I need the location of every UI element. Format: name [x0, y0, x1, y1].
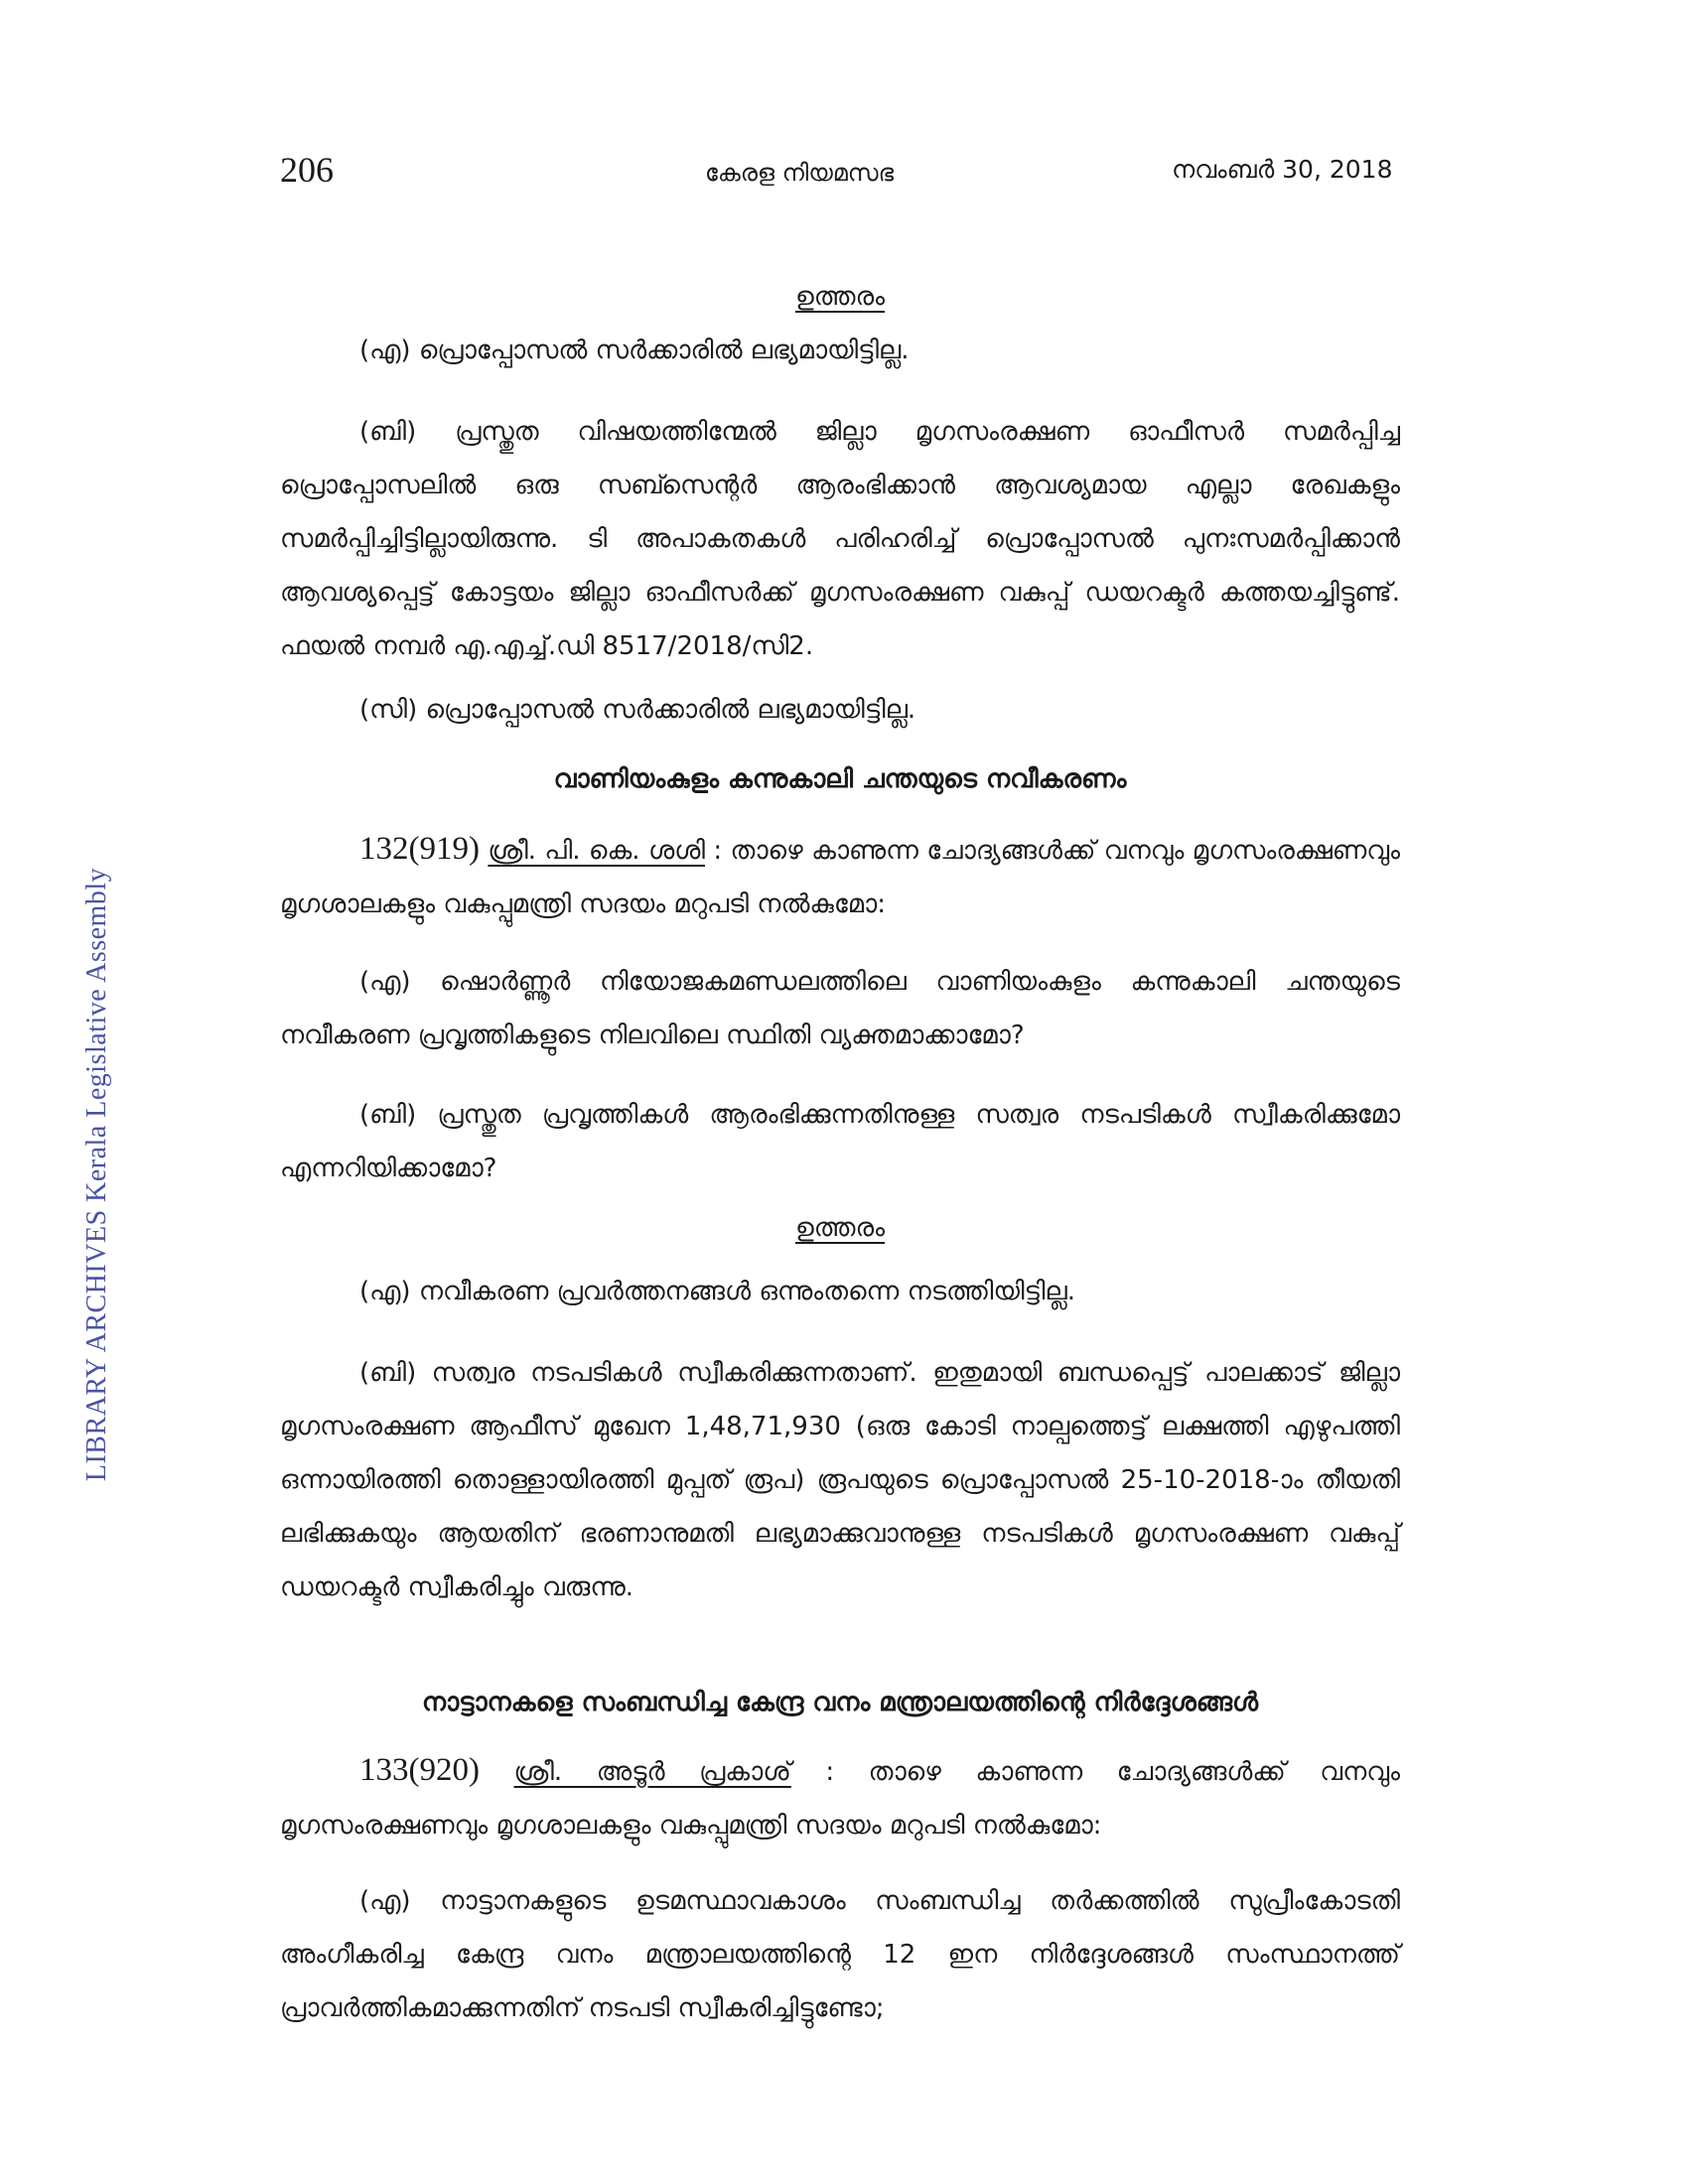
answer-1-c: (സി) പ്രൊപ്പോസൽ സർക്കാരിൽ ലഭ്യമായിട്ടില്ല. [359, 695, 916, 725]
section-title-3: നാട്ടാനകളെ സംബന്ധിച്ച കേന്ദ്ര വനം മന്ത്രാലയത്തിന്റെ നിർദ്ദേശങ്ങൾ [421, 1688, 1259, 1717]
answer-2-b: (ബി) സത്വര നടപടികൾ സ്വീകരിക്കുന്നതാണ്. ഇതുമായി ബന്ധപ്പെട്ട് പാലക്കാട് ജില്ലാ മൃഗസംരക്ഷണ ആഫീസ് മുഖേന 1,48,71,930 (ഒരു കോടി നാല്പത്തെട്ട് ലക്ഷത്തി എഴുപത്തി ഒന്നായിരത്തി തൊള്ളായിരത്തി മുപ്പത് രൂപ) രൂപയുടെ പ്രൊപ്പോസൽ 25-10-2018-ാം തീയതി ലഭിക്കുകയും ആയതിന് ഭരണാനുമതി ലഭ്യമാക്കുവാനുള്ള നടപടികൾ മൃഗസംരക്ഷണ വകുപ്പ് ഡയറക്ടർ സ്വീകരിച്ചും വരുന്നു. [280, 1358, 1400, 1602]
answer-2-a: (എ) നവീകരണ പ്രവർത്തനങ്ങൾ ഒന്നുംതന്നെ നടത്തിയിട്ടില്ല. [359, 1277, 1075, 1306]
section-title-2: വാണിയംകുളം കന്നുകാലി ചന്തയുടെ നവീകരണം [553, 764, 1127, 794]
running-title: കേരള നിയമസഭ [705, 159, 895, 187]
page-number: 206 [280, 150, 334, 190]
page-date: നവംബർ 30, 2018 [1172, 155, 1393, 184]
answer-heading-1: ഉത്തരം [795, 282, 885, 312]
question-number-2: 132(919) [359, 831, 480, 867]
archive-stamp-text: LIBRARY ARCHIVES Kerala Legislative Assembly [81, 867, 112, 1482]
question-3-a: (എ) നാട്ടാനകളുടെ ഉടമസ്ഥാവകാശം സംബന്ധിച്ച തർക്കത്തിൽ സുപ്രീംകോടതി അംഗീകരിച്ച കേന്ദ്ര വനം മന്ത്രാലയത്തിന്റെ 12 ഇന നിർദ്ദേശങ്ങൾ സംസ്ഥാനത്ത് പ്രാവർത്തികമാക്കുന്നതിന് നടപടി സ്വീകരിച്ചിട്ടുണ്ടോ; [280, 1886, 1400, 2023]
answer-1-b: (ബി) പ്രസ്തുത വിഷയത്തിന്മേൽ ജില്ലാ മൃഗസംരക്ഷണ ഓഫീസർ സമർപ്പിച്ച പ്രൊപ്പോസലിൽ ഒരു സബ്സെന്റർ ആരംഭിക്കാൻ ആവശ്യമായ എല്ലാ രേഖകളും സമർപ്പിച്ചിട്ടില്ലായിരുന്നു. ടി അപാകതകൾ പരിഹരിച്ച് പ്രൊപ്പോസൽ പുനഃസമർപ്പിക്കാൻ ആവശ്യപ്പെട്ട് കോട്ടയം ജില്ലാ ഓഫീസർക്ക് മൃഗസംരക്ഷണ വകുപ്പ് ഡയറക്ടർ കത്തയച്ചിട്ടുണ്ട്. ഫയൽ നമ്പർ എ.എച്ച്.ഡി 8517/2018/സി2. [280, 417, 1400, 661]
question-3-intro [280, 1743, 1400, 1852]
question-number-3: 133(920) [359, 1752, 480, 1788]
member-name-2: ശ്രീ. പി. കെ. ശശി [488, 836, 706, 866]
question-2-a: (എ) ഷൊർണ്ണൂർ നിയോജകമണ്ഡലത്തിലെ വാണിയംകുളം കന്നുകാലി ചന്തയുടെ നവീകരണ പ്രവൃത്തികളുടെ നിലവിലെ സ്ഥിതി വ്യക്തമാക്കാമോ? [280, 967, 1400, 1050]
question-2-b: (ബി) പ്രസ്തുത പ്രവൃത്തികൾ ആരംഭിക്കുന്നതിനുള്ള സത്വര നടപടികൾ സ്വീകരിക്കുമോ എന്നറിയിക്കാമോ? [280, 1100, 1400, 1183]
question-2-intro [280, 822, 1400, 931]
question-intro-2: : താഴെ കാണുന്ന ചോദ്യങ്ങൾക്ക് വനവും മൃഗസംരക്ഷണവും മൃഗശാലകളും വകുപ്പുമന്ത്രി സദയം മറുപടി നൽകുമോ: [280, 836, 1401, 919]
answer-heading-2: ഉത്തരം [795, 1213, 885, 1243]
answer-1-a: (എ) പ്രൊപ്പോസൽ സർക്കാരിൽ ലഭ്യമായിട്ടില്ല. [359, 336, 910, 365]
member-name-3: ശ്രീ. അടൂർ പ്രകാശ് [513, 1757, 791, 1787]
question-intro-3: : താഴെ കാണുന്ന ചോദ്യങ്ങൾക്ക് വനവും മൃഗസംരക്ഷണവും മൃഗശാലകളും വകുപ്പുമന്ത്രി സദയം മറുപടി നൽകുമോ: [280, 1757, 1400, 1841]
